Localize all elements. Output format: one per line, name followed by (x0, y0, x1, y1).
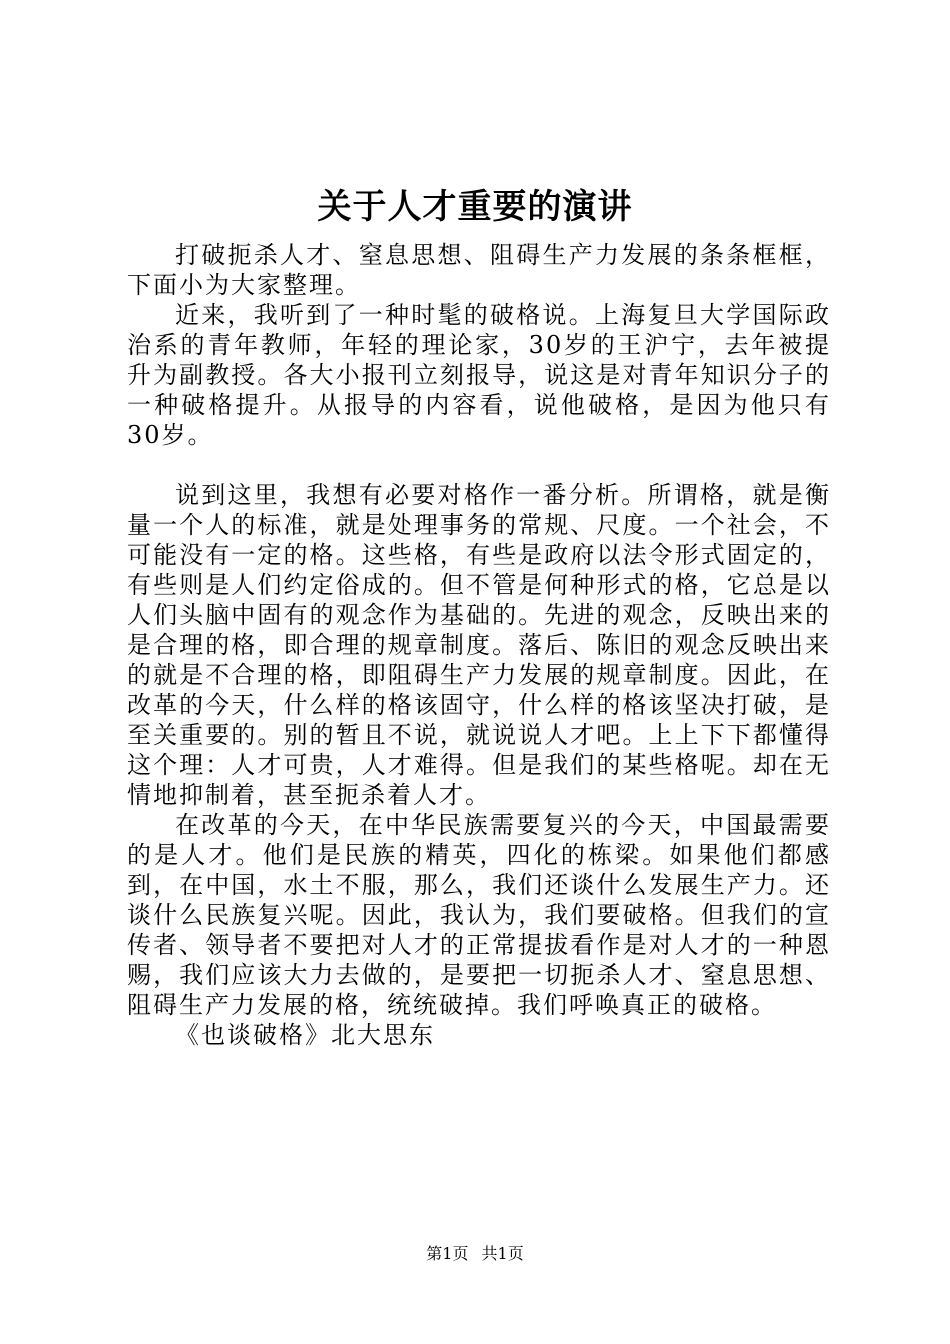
body-paragraph: 在改革的今天，在中华民族需要复兴的今天，中国最需要的是人才。他们是民族的精英，四化的栋梁。如果他们都感到，在中国，水土不服，那么，我们还谈什么发展生产力。还谈什么民族复兴呢。因此，我认为，我们要破格。但我们的宣传者、领导者不要把对人才的正常提拔看作是对人才的一种恩赐，我们应该大力去做的，是要把一切扼杀人才、窒息思想、阻碍生产力发展的格，统统破掉。我们呼唤真正的破格。 (127, 811, 831, 1019)
body-paragraph: 说到这里，我想有必要对格作一番分析。所谓格，就是衡量一个人的标准，就是处理事务的常规、尺度。一个社会，不可能没有一定的格。这些格，有些是政府以法令形式固定的，有些则是人们约定俗成的。但不管是何种形式的格，它总是以人们头脑中固有的观念作为基础的。先进的观念，反映出来的是合理的格，即合理的规章制度。落后、陈旧的观念反映出来的就是不合理的格，即阻碍生产力发展的规章制度。因此，在改革的今天，什么样的格该固守，什么样的格该坚决打破，是至关重要的。别的暂且不说，就说说人才吧。上上下下都懂得这个理：人才可贵，人才难得。但是我们的某些格呢。却在无情地抑制着，甚至扼杀着人才。 (127, 481, 831, 809)
page-number: 第1页 (426, 1244, 469, 1263)
source-citation: 《也谈破格》北大思东 (175, 1021, 435, 1049)
intro-paragraph: 打破扼杀人才、窒息思想、阻碍生产力发展的条条框框，下面小为大家整理。 (127, 241, 831, 299)
body-paragraph: 近来，我听到了一种时髦的破格说。上海复旦大学国际政治系的青年教师，年轻的理论家，30岁的王沪宁，去年被提升为副教授。各大小报刊立刻报导，说这是对青年知识分子的一种破格提升。从报导的内容看，说他破格，是因为他只有30岁。 (127, 301, 831, 449)
page-footer (0, 1242, 950, 1266)
document-body (127, 240, 831, 1050)
document-title: 关于人才重要的演讲 (317, 187, 633, 227)
page-total: 共1页 (481, 1244, 524, 1263)
